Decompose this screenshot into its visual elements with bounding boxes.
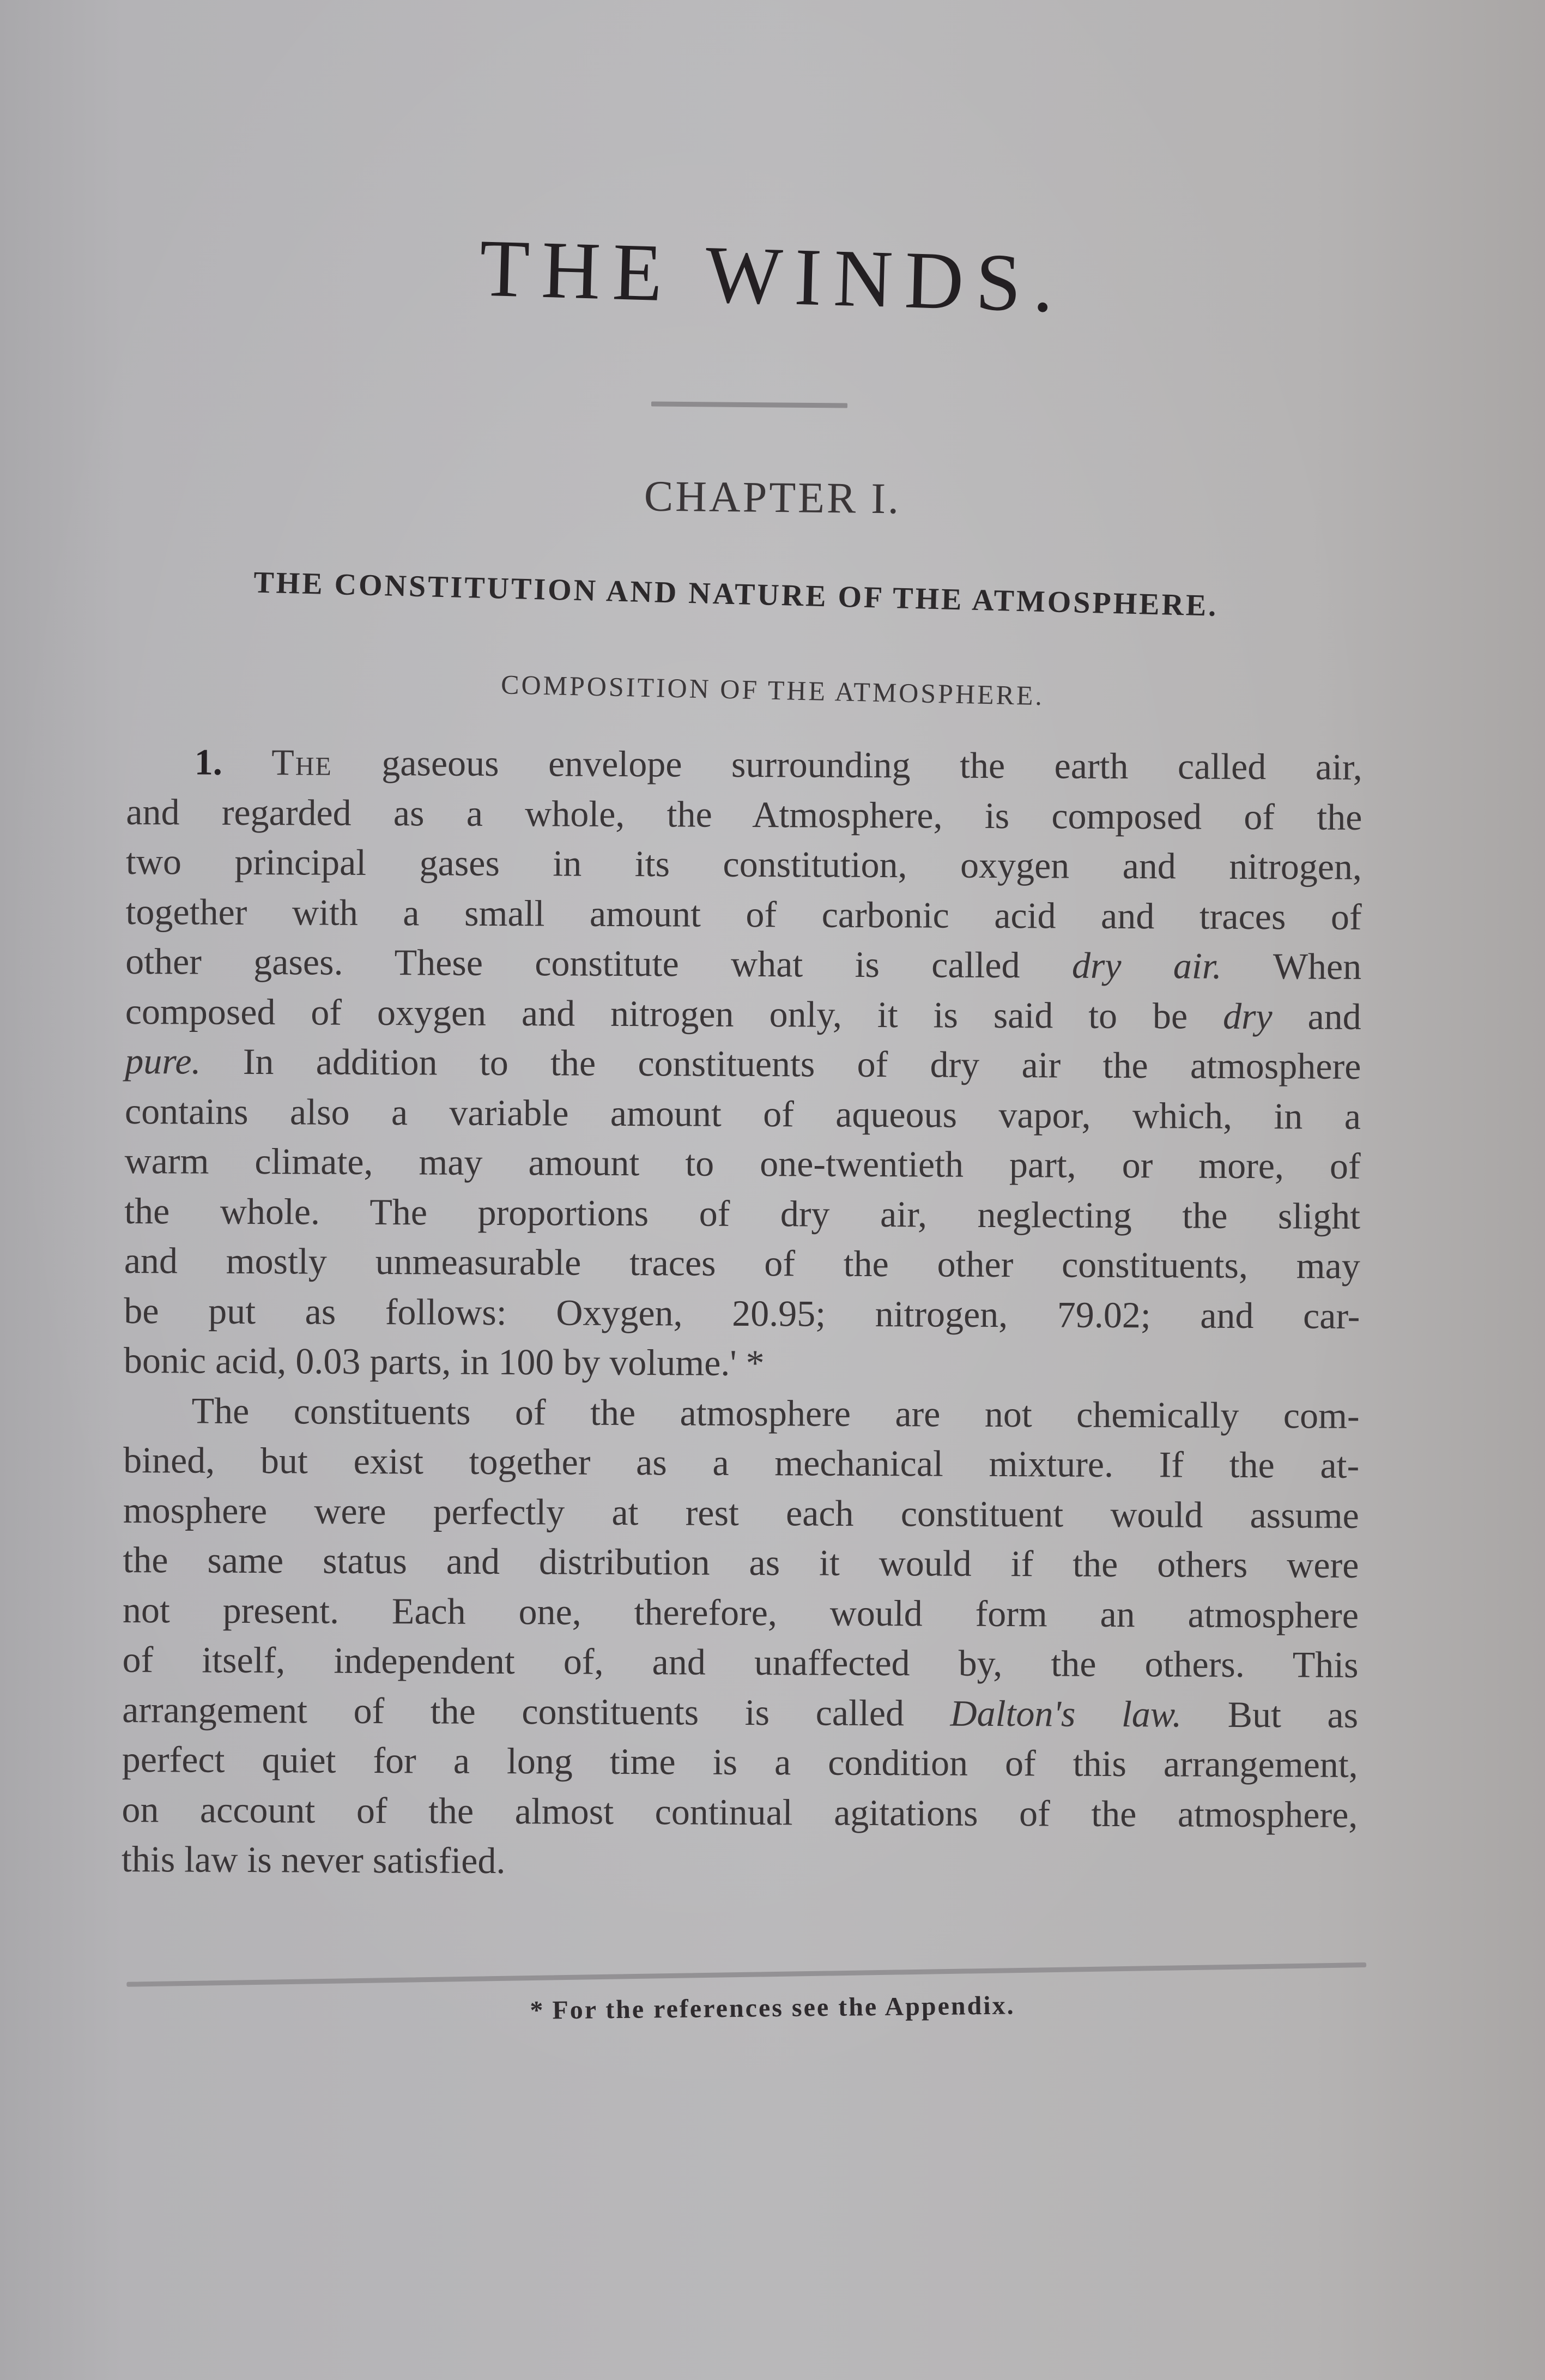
text-line: arrangement of the constituents is called Dalton's law. But as	[122, 1688, 1359, 1736]
text-line: mosphere were perfectly at rest each constituent would assume	[123, 1489, 1359, 1536]
text-line: on account of the almost continual agitations of the atmosphere,	[122, 1788, 1358, 1835]
text-line: warm climate, may amount to one-twentieth part, or more, of	[124, 1139, 1361, 1187]
text-line: perfect quiet for a long time is a condition of this arrangement,	[122, 1738, 1358, 1785]
book-title: THE WINDS.	[478, 222, 1067, 330]
paragraph-2	[122, 1385, 1360, 1889]
text-line: together with a small amount of carbonic acid and traces of	[125, 890, 1362, 938]
text-line: bonic acid, 0.03 parts, in 100 by volume.' *	[123, 1339, 765, 1384]
text-line: and mostly unmeasurable traces of the other constituents, may	[124, 1239, 1360, 1286]
text-line: of itself, independent of, and unaffected by, the others. This	[122, 1638, 1359, 1686]
text-line: the whole. The proportions of dry air, neglecting the slight	[124, 1189, 1361, 1237]
lead-word: The	[271, 741, 332, 783]
body-text	[122, 737, 1362, 1889]
text-line: The constituents of the atmosphere are not chemically com-	[191, 1390, 1360, 1436]
text-line: pure. In addition to the constituents of dry air the atmosphere	[125, 1040, 1361, 1087]
section-heading: THE CONSTITUTION AND NATURE OF THE ATMOSPHERE.	[253, 565, 1219, 623]
text-line: contains also a variable amount of aqueous vapor, which, in a	[124, 1090, 1361, 1137]
text-line: 1. The gaseous envelope surrounding the earth called air,	[194, 741, 1362, 788]
footnote-text: For the references see the Appendix.	[552, 1991, 1015, 2025]
italic-term-daltons-law: Dalton's law.	[950, 1692, 1182, 1735]
footnote-asterisk-icon: *	[530, 1996, 545, 2025]
paragraph-number: 1.	[194, 741, 222, 783]
text-line: be put as follows: Oxygen, 20.95; nitrogen, 79.02; and car-	[124, 1289, 1360, 1337]
text-line: bined, but exist together as a mechanical mixture. If the at-	[123, 1439, 1360, 1486]
text-line: this law is never satisfied.	[121, 1838, 506, 1882]
paragraph-1	[124, 737, 1362, 1391]
title-divider-rule	[651, 401, 847, 408]
text-line: composed of oxygen and nitrogen only, it is said to be dry and	[125, 990, 1361, 1037]
italic-term-dry-air: dry air.	[1071, 944, 1222, 987]
footnote-divider-rule	[126, 1962, 1366, 1987]
text-line: two principal gases in its constitution, oxygen and nitrogen,	[125, 840, 1362, 887]
text-line: the same status and distribution as it would if the others were	[123, 1538, 1359, 1586]
text-line: not present. Each one, therefore, would form an atmosphere	[122, 1588, 1359, 1636]
footnote	[0, 1987, 1545, 2029]
italic-term-pure: pure.	[125, 1040, 201, 1082]
chapter-heading: CHAPTER I.	[644, 472, 901, 523]
text-line: other gases. These constitute what is called dry air. When	[125, 940, 1362, 987]
text-line: and regarded as a whole, the Atmosphere, is composed of the	[126, 790, 1362, 838]
italic-term-dry: dry	[1222, 995, 1273, 1037]
sub-heading: COMPOSITION OF THE ATMOSPHERE.	[500, 669, 1045, 711]
